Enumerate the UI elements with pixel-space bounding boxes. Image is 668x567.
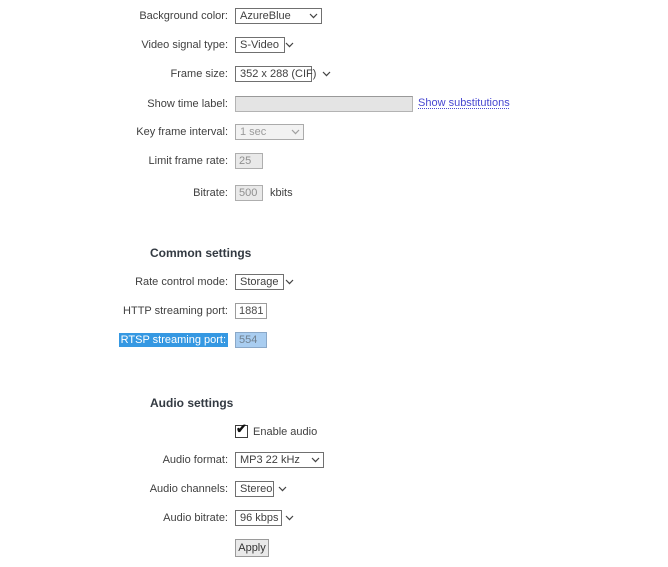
field-label: Key frame interval: [136, 126, 228, 138]
rtsp-streaming-port-row [0, 332, 668, 348]
background-color-select[interactable] [235, 8, 322, 24]
enable-audio-checkbox[interactable] [235, 421, 248, 438]
show-time-label-input[interactable] [235, 96, 413, 112]
chevron-down-icon [285, 515, 294, 521]
field-label: Limit frame rate: [148, 155, 228, 167]
chevron-down-icon [278, 486, 287, 492]
field-label: HTTP streaming port: [123, 305, 228, 317]
select-value: 352 x 288 (CIF) [240, 68, 317, 80]
select-value: Storage [240, 276, 279, 288]
field-label: Show time label: [147, 98, 228, 110]
select-value: 96 kbps [240, 512, 279, 524]
field-label [0, 332, 228, 348]
field-label: Video signal type: [141, 39, 228, 51]
show-time-label-row [0, 96, 668, 112]
field-label: Audio channels: [149, 483, 228, 495]
chevron-down-icon [309, 13, 318, 19]
limit-frame-rate-row [0, 153, 668, 169]
audio-bitrate-select[interactable] [235, 510, 282, 526]
enable-audio-label: Enable audio [253, 426, 318, 438]
audio-format-select[interactable] [235, 452, 324, 468]
chevron-down-icon [322, 71, 331, 77]
checkmark-icon: ✔ [236, 421, 247, 436]
bitrate-input [235, 185, 263, 201]
show-substitutions-link[interactable]: Show substitutions [418, 97, 510, 109]
select-value: AzureBlue [240, 10, 291, 22]
common-settings-heading: Common settings [150, 246, 252, 260]
audio-settings-heading: Audio settings [150, 396, 234, 410]
select-value: Stereo [240, 483, 273, 495]
field-label: Background color: [139, 10, 228, 22]
field-label: Frame size: [170, 68, 228, 80]
chevron-down-icon [311, 457, 320, 463]
key-frame-interval-row [0, 124, 668, 140]
chevron-down-icon [285, 42, 294, 48]
audio-bitrate-row [0, 510, 668, 526]
field-label: Audio format: [162, 454, 228, 466]
field-label: Bitrate: [193, 187, 228, 199]
video-signal-type-select[interactable] [235, 37, 285, 53]
select-value: 1 sec [240, 126, 267, 138]
key-frame-interval-select [235, 124, 304, 140]
audio-format-row [0, 452, 668, 468]
select-value: S-Video [240, 39, 279, 51]
apply-button[interactable]: Apply [235, 539, 269, 557]
video-signal-type-row [0, 37, 668, 53]
frame-size-select[interactable] [235, 66, 317, 82]
field-label: Rate control mode: [135, 276, 228, 288]
rtsp-streaming-port-input[interactable] [235, 332, 267, 348]
limit-frame-rate-input [235, 153, 263, 169]
chevron-down-icon [285, 279, 294, 285]
bitrate-unit: kbits [270, 187, 293, 199]
enable-audio-row [0, 421, 668, 440]
frame-size-row [0, 66, 668, 82]
background-color-row [0, 8, 668, 24]
http-streaming-port-input[interactable] [235, 303, 267, 319]
audio-channels-row [0, 481, 668, 497]
rate-control-mode-select[interactable] [235, 274, 284, 290]
field-label: Audio bitrate: [163, 512, 228, 524]
audio-channels-select[interactable] [235, 481, 274, 497]
http-streaming-port-row [0, 303, 668, 319]
chevron-down-icon [291, 129, 300, 135]
bitrate-row [0, 185, 668, 201]
rtsp-streaming-port-label-highlighted: RTSP streaming port: [120, 334, 226, 346]
apply-row [0, 539, 668, 557]
select-value: MP3 22 kHz [240, 454, 300, 466]
rate-control-mode-row [0, 274, 668, 290]
